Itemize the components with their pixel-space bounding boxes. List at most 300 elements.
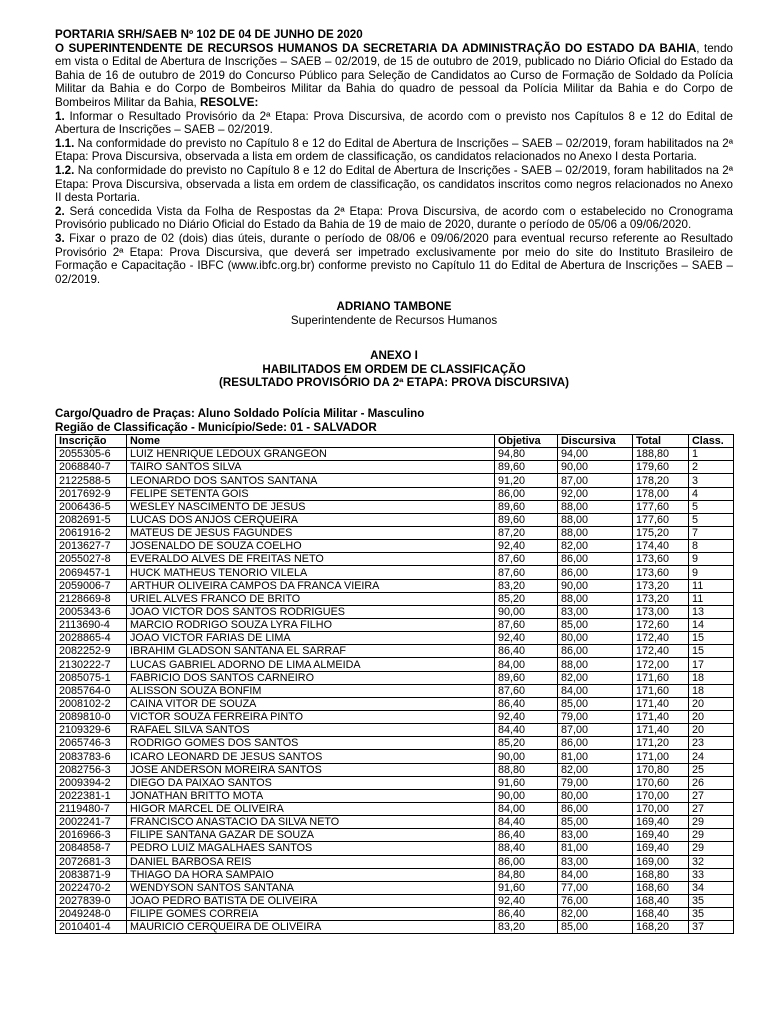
table-row	[56, 816, 734, 829]
cell-total: 171,00	[633, 750, 689, 763]
cell-discursiva: 90,00	[558, 579, 633, 592]
cell-nome: RODRIGO GOMES DOS SANTOS	[127, 737, 495, 750]
resolution-item	[55, 232, 733, 286]
signature-block	[55, 300, 733, 328]
cell-objetiva: 86,40	[495, 829, 558, 842]
cargo-line: Cargo/Quadro de Praças: Aluno Soldado Polícia Militar - Masculino	[55, 407, 425, 421]
cell-total: 168,60	[633, 881, 689, 894]
cell-inscricao: 2006436-5	[56, 500, 127, 513]
cell-inscricao: 2017692-9	[56, 487, 127, 500]
item-number: 1.1.	[55, 136, 75, 150]
signatory-name: ADRIANO TAMBONE	[336, 300, 452, 314]
cell-discursiva: 84,00	[558, 684, 633, 697]
cell-class: 2	[689, 461, 734, 474]
cell-class: 29	[689, 829, 734, 842]
cell-class: 32	[689, 855, 734, 868]
resolution-items	[55, 110, 733, 287]
document-body	[55, 28, 733, 286]
table-row	[56, 448, 734, 461]
table-row	[56, 579, 734, 592]
cell-nome: THIAGO DA HORA SAMPAIO	[127, 868, 495, 881]
cell-nome: TAIRO SANTOS SILVA	[127, 461, 495, 474]
document-title: PORTARIA SRH/SAEB Nº 102 DE 04 DE JUNHO DE 2020	[55, 28, 363, 41]
cell-total: 178,20	[633, 474, 689, 487]
cell-class: 9	[689, 566, 734, 579]
cell-total: 169,40	[633, 816, 689, 829]
cell-total: 170,00	[633, 789, 689, 802]
cell-discursiva: 86,00	[558, 553, 633, 566]
cell-objetiva: 86,00	[495, 855, 558, 868]
cell-inscricao: 2082756-3	[56, 763, 127, 776]
cell-inscricao: 2084858-7	[56, 842, 127, 855]
header-discursiva: Discursiva	[558, 435, 633, 448]
intro-resolve: RESOLVE:	[199, 95, 259, 109]
cell-discursiva: 84,00	[558, 868, 633, 881]
item-number: 2.	[55, 204, 65, 218]
cell-class: 20	[689, 724, 734, 737]
item-text: Na conformidade do previsto no Capítulo 8 e 12 do Edital de Abertura de Inscrições - SAEB – 02/2019, foram habilitados na 2ª Etapa: Prova Discursiva, observada a lista em ordem de classificação, os candidatos inscritos como negros relacionados no Anexo II desta Portaria.	[55, 163, 733, 205]
table-row	[56, 487, 734, 500]
cell-objetiva: 86,40	[495, 908, 558, 921]
cell-total: 168,20	[633, 921, 689, 934]
cell-discursiva: 86,00	[558, 803, 633, 816]
cell-discursiva: 94,00	[558, 448, 633, 461]
cell-total: 188,80	[633, 448, 689, 461]
cell-discursiva: 85,00	[558, 816, 633, 829]
cell-discursiva: 90,00	[558, 461, 633, 474]
cell-discursiva: 81,00	[558, 842, 633, 855]
cell-nome: DANIEL BARBOSA REIS	[127, 855, 495, 868]
cell-total: 172,40	[633, 632, 689, 645]
cell-total: 173,60	[633, 566, 689, 579]
cell-discursiva: 92,00	[558, 487, 633, 500]
cell-discursiva: 88,00	[558, 592, 633, 605]
cell-total: 171,40	[633, 724, 689, 737]
cell-nome: ALISSON SOUZA BONFIM	[127, 684, 495, 697]
cell-inscricao: 2022381-1	[56, 789, 127, 802]
cell-discursiva: 85,00	[558, 921, 633, 934]
cell-total: 177,60	[633, 500, 689, 513]
item-text: Informar o Resultado Provisório da 2ª Etapa: Prova Discursiva, de acordo com o previsto nos Capítulos 8 e 12 do Edital de Abertura de Inscrições – SAEB – 02/2019.	[55, 109, 733, 137]
cell-class: 3	[689, 474, 734, 487]
cell-class: 29	[689, 842, 734, 855]
cell-objetiva: 87,60	[495, 619, 558, 632]
cell-total: 171,40	[633, 711, 689, 724]
cell-nome: URIEL ALVES FRANCO DE BRITO	[127, 592, 495, 605]
cell-discursiva: 83,00	[558, 829, 633, 842]
cell-objetiva: 92,40	[495, 540, 558, 553]
table-row	[56, 605, 734, 618]
cell-inscricao: 2085764-0	[56, 684, 127, 697]
cell-inscricao: 2008102-2	[56, 697, 127, 710]
cell-inscricao: 2055027-8	[56, 553, 127, 566]
table-row	[56, 474, 734, 487]
cell-objetiva: 86,40	[495, 645, 558, 658]
cell-objetiva: 90,00	[495, 605, 558, 618]
cell-objetiva: 84,80	[495, 868, 558, 881]
cell-nome: JOAO PEDRO BATISTA DE OLIVEIRA	[127, 894, 495, 907]
cell-nome: HUCK MATHEUS TENORIO VILELA	[127, 566, 495, 579]
cell-total: 170,00	[633, 803, 689, 816]
cell-objetiva: 92,40	[495, 894, 558, 907]
cell-inscricao: 2072681-3	[56, 855, 127, 868]
cell-inscricao: 2016966-3	[56, 829, 127, 842]
cell-class: 14	[689, 619, 734, 632]
cell-nome: DIEGO DA PAIXAO SANTOS	[127, 776, 495, 789]
header-objetiva: Objetiva	[495, 435, 558, 448]
cell-class: 1	[689, 448, 734, 461]
cell-objetiva: 87,20	[495, 527, 558, 540]
table-row	[56, 645, 734, 658]
cell-total: 171,60	[633, 671, 689, 684]
cell-inscricao: 2113690-4	[56, 619, 127, 632]
cell-class: 8	[689, 540, 734, 553]
cell-class: 13	[689, 605, 734, 618]
table-row	[56, 868, 734, 881]
resolution-item	[55, 110, 733, 137]
table-row	[56, 842, 734, 855]
cell-nome: ICARO LEONARD DE JESUS SANTOS	[127, 750, 495, 763]
cell-class: 17	[689, 658, 734, 671]
table-row	[56, 724, 734, 737]
table-row	[56, 697, 734, 710]
table-body	[56, 448, 734, 934]
annex-heading	[55, 349, 733, 390]
cell-discursiva: 83,00	[558, 605, 633, 618]
cell-total: 177,60	[633, 513, 689, 526]
cell-nome: JONATHAN BRITTO MOTA	[127, 789, 495, 802]
table-row	[56, 671, 734, 684]
cell-inscricao: 2068840-7	[56, 461, 127, 474]
table-row	[56, 763, 734, 776]
cell-nome: WENDYSON SANTOS SANTANA	[127, 881, 495, 894]
cell-nome: FRANCISCO ANASTACIO DA SILVA NETO	[127, 816, 495, 829]
cell-objetiva: 90,00	[495, 750, 558, 763]
cell-nome: ARTHUR OLIVEIRA CAMPOS DA FRANCA VIEIRA	[127, 579, 495, 592]
cell-nome: CAINA VITOR DE SOUZA	[127, 697, 495, 710]
cell-class: 4	[689, 487, 734, 500]
cell-objetiva: 88,40	[495, 842, 558, 855]
table-row	[56, 527, 734, 540]
table-row	[56, 461, 734, 474]
header-total: Total	[633, 435, 689, 448]
intro-bold: O SUPERINTENDENTE DE RECURSOS HUMANOS DA SECRETARIA DA ADMINISTRAÇÃO DO ESTADO DA BAHIA	[55, 41, 697, 55]
table-row	[56, 789, 734, 802]
cell-nome: LUCAS GABRIEL ADORNO DE LIMA ALMEIDA	[127, 658, 495, 671]
cell-objetiva: 89,60	[495, 461, 558, 474]
cell-discursiva: 76,00	[558, 894, 633, 907]
cell-inscricao: 2028865-4	[56, 632, 127, 645]
cell-nome: PEDRO LUIZ MAGALHAES SANTOS	[127, 842, 495, 855]
cell-inscricao: 2002241-7	[56, 816, 127, 829]
cell-total: 170,80	[633, 763, 689, 776]
cell-discursiva: 79,00	[558, 711, 633, 724]
intro-paragraph	[55, 42, 733, 110]
cell-nome: JOAO VICTOR DOS SANTOS RODRIGUES	[127, 605, 495, 618]
cell-nome: LUIZ HENRIQUE LEDOUX GRANGEON	[127, 448, 495, 461]
cell-nome: LUCAS DOS ANJOS CERQUEIRA	[127, 513, 495, 526]
cell-discursiva: 88,00	[558, 500, 633, 513]
cell-total: 178,00	[633, 487, 689, 500]
cell-total: 169,40	[633, 842, 689, 855]
cell-objetiva: 87,60	[495, 566, 558, 579]
cell-objetiva: 83,20	[495, 921, 558, 934]
cell-discursiva: 85,00	[558, 697, 633, 710]
cell-discursiva: 82,00	[558, 908, 633, 921]
cell-nome: WESLEY NASCIMENTO DE JESUS	[127, 500, 495, 513]
cell-discursiva: 88,00	[558, 658, 633, 671]
cell-class: 24	[689, 750, 734, 763]
table-row	[56, 566, 734, 579]
cell-class: 18	[689, 671, 734, 684]
annex-title: ANEXO I	[370, 349, 418, 363]
cell-inscricao: 2049248-0	[56, 908, 127, 921]
cell-objetiva: 84,00	[495, 803, 558, 816]
cell-total: 171,60	[633, 684, 689, 697]
cell-inscricao: 2009394-2	[56, 776, 127, 789]
table-row	[56, 500, 734, 513]
cell-class: 18	[689, 684, 734, 697]
cell-class: 26	[689, 776, 734, 789]
table-row	[56, 921, 734, 934]
cell-class: 29	[689, 816, 734, 829]
cell-nome: RAFAEL SILVA SANTOS	[127, 724, 495, 737]
cell-class: 33	[689, 868, 734, 881]
cell-objetiva: 87,60	[495, 553, 558, 566]
cell-objetiva: 84,40	[495, 816, 558, 829]
cell-inscricao: 2119480-7	[56, 803, 127, 816]
cell-class: 5	[689, 500, 734, 513]
table-row	[56, 894, 734, 907]
table-row	[56, 592, 734, 605]
cell-class: 27	[689, 803, 734, 816]
cell-nome: FILIPE GOMES CORREIA	[127, 908, 495, 921]
cell-nome: LEONARDO DOS SANTOS SANTANA	[127, 474, 495, 487]
cell-class: 11	[689, 579, 734, 592]
resolution-item	[55, 205, 733, 232]
cell-nome: JOSE ANDERSON MOREIRA SANTOS	[127, 763, 495, 776]
cell-inscricao: 2069457-1	[56, 566, 127, 579]
table-row	[56, 803, 734, 816]
table-row	[56, 855, 734, 868]
cell-total: 168,40	[633, 894, 689, 907]
cell-nome: EVERALDO ALVES DE FREITAS NETO	[127, 553, 495, 566]
item-text: Fixar o prazo de 02 (dois) dias úteis, durante o período de 08/06 e 09/06/2020 para eventual recurso referente ao Resultado Provisório 2ª Etapa: Prova Discursiva, que deverá ser impetrado exclusivamente por meio do site do Instituto Brasileiro de Formação e Capacitação - IBFC (www.ibfc.org.br) conforme previsto no Capítulo 11 do Edital de Abertura de Inscrições – SAEB – 02/2019.	[55, 231, 733, 286]
cell-objetiva: 92,40	[495, 711, 558, 724]
table-row	[56, 908, 734, 921]
cell-inscricao: 2085075-1	[56, 671, 127, 684]
table-row	[56, 711, 734, 724]
cell-objetiva: 90,00	[495, 789, 558, 802]
cell-inscricao: 2065746-3	[56, 737, 127, 750]
cell-objetiva: 83,20	[495, 579, 558, 592]
header-inscricao: Inscrição	[56, 435, 127, 448]
region-line: Região de Classificação - Município/Sede: 01 - SALVADOR	[55, 420, 377, 434]
cell-discursiva: 87,00	[558, 724, 633, 737]
cell-total: 172,00	[633, 658, 689, 671]
cell-discursiva: 87,00	[558, 474, 633, 487]
cell-nome: FELIPE SETENTA GOIS	[127, 487, 495, 500]
cell-discursiva: 79,00	[558, 776, 633, 789]
header-nome: Nome	[127, 435, 495, 448]
cell-objetiva: 89,60	[495, 500, 558, 513]
cell-discursiva: 86,00	[558, 737, 633, 750]
table-header-row	[56, 435, 734, 448]
item-number: 3.	[55, 231, 65, 245]
header-class: Class.	[689, 435, 734, 448]
cell-discursiva: 80,00	[558, 789, 633, 802]
cell-discursiva: 82,00	[558, 671, 633, 684]
cell-total: 179,60	[633, 461, 689, 474]
table-row	[56, 881, 734, 894]
cell-total: 173,00	[633, 605, 689, 618]
cell-total: 169,40	[633, 829, 689, 842]
cell-total: 175,20	[633, 527, 689, 540]
cell-total: 168,80	[633, 868, 689, 881]
cell-class: 5	[689, 513, 734, 526]
cell-total: 172,40	[633, 645, 689, 658]
signatory-role: Superintendente de Recursos Humanos	[290, 314, 498, 328]
table-row	[56, 632, 734, 645]
cell-objetiva: 91,60	[495, 776, 558, 789]
cell-nome: IBRAHIM GLADSON SANTANA EL SARRAF	[127, 645, 495, 658]
cell-class: 20	[689, 697, 734, 710]
cell-class: 23	[689, 737, 734, 750]
cell-discursiva: 86,00	[558, 566, 633, 579]
table-row	[56, 737, 734, 750]
cell-nome: FABRICIO DOS SANTOS CARNEIRO	[127, 671, 495, 684]
cell-class: 35	[689, 908, 734, 921]
cell-total: 174,40	[633, 540, 689, 553]
cell-nome: VICTOR SOUZA FERREIRA PINTO	[127, 711, 495, 724]
item-text: Na conformidade do previsto no Capítulo 8 e 12 do Edital de Abertura de Inscrições – SAEB – 02/2019, foram habilitados na 2ª Etapa: Prova Discursiva, observada a lista em ordem de classificação, os candidatos relacionados no Anexo I desta Portaria.	[55, 136, 733, 164]
cell-inscricao: 2055305-6	[56, 448, 127, 461]
cell-class: 34	[689, 881, 734, 894]
cell-discursiva: 86,00	[558, 645, 633, 658]
cell-inscricao: 2130222-7	[56, 658, 127, 671]
cell-objetiva: 92,40	[495, 632, 558, 645]
cell-inscricao: 2059006-7	[56, 579, 127, 592]
cell-class: 11	[689, 592, 734, 605]
cell-objetiva: 91,60	[495, 881, 558, 894]
cell-class: 15	[689, 632, 734, 645]
cell-discursiva: 83,00	[558, 855, 633, 868]
intro-text: , tendo em vista o Edital de Abertura de Inscrições – SAEB – 02/2019, de 15 de outubro de 2019, publicado no Diário Oficial do Estado da Bahia de 16 de outubro de 2019 do Concurso Público para Seleção de Candidatos ao Curso de Formação de Soldado da Polícia Militar da Bahia e do Corpo de Bombeiros Militar da Bahia do quadro de pessoal da Polícia Militar da Bahia e do Corpo de Bombeiros Militar da Bahia,	[55, 41, 733, 109]
cell-objetiva: 85,20	[495, 737, 558, 750]
cell-class: 35	[689, 894, 734, 907]
cell-total: 172,60	[633, 619, 689, 632]
cell-inscricao: 2083871-9	[56, 868, 127, 881]
cell-total: 171,40	[633, 697, 689, 710]
cell-total: 173,20	[633, 592, 689, 605]
resolution-item	[55, 164, 733, 205]
cell-inscricao: 2089810-0	[56, 711, 127, 724]
cell-inscricao: 2128669-8	[56, 592, 127, 605]
cell-discursiva: 82,00	[558, 540, 633, 553]
cell-discursiva: 81,00	[558, 750, 633, 763]
cell-objetiva: 85,20	[495, 592, 558, 605]
cell-nome: JOAO VICTOR FARIAS DE LIMA	[127, 632, 495, 645]
cell-objetiva: 86,00	[495, 487, 558, 500]
cell-objetiva: 88,80	[495, 763, 558, 776]
cell-discursiva: 82,00	[558, 763, 633, 776]
cell-inscricao: 2022470-2	[56, 881, 127, 894]
cell-total: 171,20	[633, 737, 689, 750]
cell-discursiva: 88,00	[558, 527, 633, 540]
item-text: Será concedida Vista da Folha de Respostas da 2ª Etapa: Prova Discursiva, de acordo com o estabelecido no Cronograma Provisório publicado no Diário Oficial do Estado da Bahia de 19 de maio de 2020, durante o período de 05/06 a 09/06/2020.	[55, 204, 733, 232]
cell-objetiva: 94,80	[495, 448, 558, 461]
cell-total: 173,20	[633, 579, 689, 592]
document-page	[55, 28, 733, 934]
cell-total: 173,60	[633, 553, 689, 566]
cell-inscricao: 2027839-0	[56, 894, 127, 907]
table-row	[56, 540, 734, 553]
cell-inscricao: 2109329-6	[56, 724, 127, 737]
cell-objetiva: 84,40	[495, 724, 558, 737]
cell-objetiva: 91,20	[495, 474, 558, 487]
cell-objetiva: 89,60	[495, 671, 558, 684]
table-row	[56, 553, 734, 566]
table-row	[56, 684, 734, 697]
cell-nome: MARCIO RODRIGO SOUZA LYRA FILHO	[127, 619, 495, 632]
cell-class: 7	[689, 527, 734, 540]
cell-inscricao: 2082691-5	[56, 513, 127, 526]
cell-discursiva: 77,00	[558, 881, 633, 894]
cell-total: 168,40	[633, 908, 689, 921]
results-table	[55, 434, 734, 934]
table-row	[56, 776, 734, 789]
cell-class: 27	[689, 789, 734, 802]
cell-class: 37	[689, 921, 734, 934]
cell-total: 170,60	[633, 776, 689, 789]
cell-class: 25	[689, 763, 734, 776]
cargo-heading	[55, 407, 733, 434]
cell-objetiva: 84,00	[495, 658, 558, 671]
table-row	[56, 513, 734, 526]
cell-objetiva: 86,40	[495, 697, 558, 710]
cell-discursiva: 80,00	[558, 632, 633, 645]
cell-nome: HIGOR MARCEL DE OLIVEIRA	[127, 803, 495, 816]
cell-inscricao: 2082252-9	[56, 645, 127, 658]
cell-objetiva: 87,60	[495, 684, 558, 697]
cell-inscricao: 2005343-6	[56, 605, 127, 618]
cell-class: 15	[689, 645, 734, 658]
cell-class: 20	[689, 711, 734, 724]
cell-discursiva: 85,00	[558, 619, 633, 632]
cell-nome: FILIPE SANTANA GAZAR DE SOUZA	[127, 829, 495, 842]
cell-discursiva: 88,00	[558, 513, 633, 526]
table-row	[56, 750, 734, 763]
table-row	[56, 619, 734, 632]
resolution-item	[55, 137, 733, 164]
cell-nome: MAURICIO CERQUEIRA DE OLIVEIRA	[127, 921, 495, 934]
cell-inscricao: 2013627-7	[56, 540, 127, 553]
item-number: 1.2.	[55, 163, 75, 177]
cell-total: 169,00	[633, 855, 689, 868]
cell-nome: MATEUS DE JESUS FAGUNDES	[127, 527, 495, 540]
cell-objetiva: 89,60	[495, 513, 558, 526]
annex-subtitle: HABILITADOS EM ORDEM DE CLASSIFICAÇÃO	[262, 362, 526, 376]
cell-class: 9	[689, 553, 734, 566]
item-number: 1.	[55, 109, 65, 123]
cell-inscricao: 2083783-6	[56, 750, 127, 763]
cell-inscricao: 2010401-4	[56, 921, 127, 934]
cell-nome: JOSENALDO DE SOUZA COELHO	[127, 540, 495, 553]
cell-inscricao: 2061916-2	[56, 527, 127, 540]
cell-inscricao: 2122588-5	[56, 474, 127, 487]
table-row	[56, 658, 734, 671]
table-row	[56, 829, 734, 842]
